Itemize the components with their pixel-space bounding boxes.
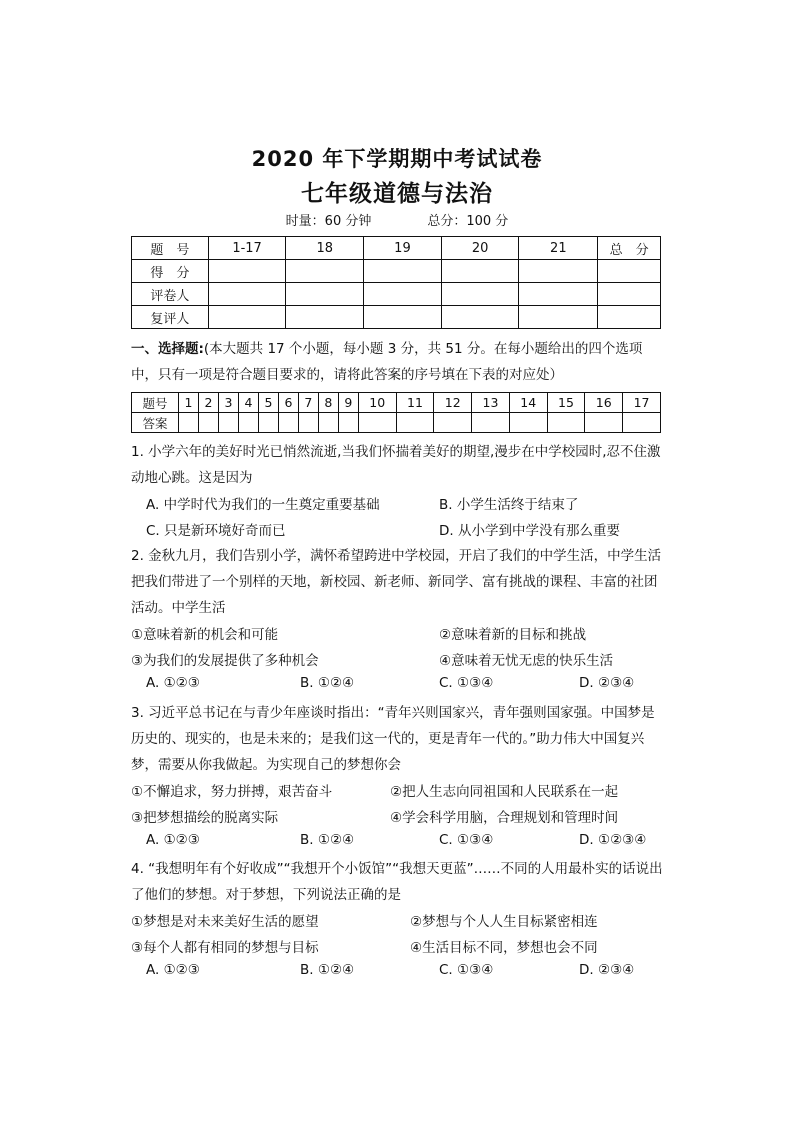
option-c[interactable]: C. ①③④ (439, 962, 494, 978)
option-b[interactable]: B. ①②④ (300, 675, 355, 691)
answer-number: 3 (218, 393, 238, 413)
answer-number: 14 (509, 393, 547, 413)
option-b[interactable]: B. 小学生活终于结束了 (439, 497, 579, 513)
question-stem: 4. “我想明年有个好收成”“我想开个小饭馆”“我想天更蓝”……不同的人用最朴实的话说出了他们的梦想。对于梦想，下列说法正确的是 (131, 861, 663, 903)
score-row (132, 283, 661, 306)
option-a[interactable]: A. ①②③ (146, 962, 200, 978)
score-cell[interactable] (441, 260, 519, 283)
answer-number: 4 (238, 393, 258, 413)
score-header-cell: 题 号 (132, 237, 209, 260)
score-cell[interactable] (286, 283, 364, 306)
score-header-cell: 20 (441, 237, 519, 260)
answer-cell[interactable] (338, 413, 358, 433)
answer-cell[interactable] (278, 413, 298, 433)
score-cell[interactable] (519, 260, 598, 283)
score-header-cell: 总 分 (598, 237, 661, 260)
answer-cell[interactable] (434, 413, 472, 433)
answer-number: 5 (258, 393, 278, 413)
answer-number: 7 (298, 393, 318, 413)
score-cell[interactable] (598, 283, 661, 306)
time-limit: 时量：60 分钟 (285, 214, 372, 229)
answer-number: 2 (198, 393, 218, 413)
statement-item: ③把梦想描绘的脱离实际 (131, 810, 279, 826)
answer-number: 11 (396, 393, 434, 413)
option-c[interactable]: C. ①③④ (439, 832, 494, 848)
option-d[interactable]: D. ②③④ (579, 962, 635, 978)
option-b[interactable]: B. ①②④ (300, 962, 355, 978)
statement-item: ①不懈追求，努力拼搏，艰苦奋斗 (131, 784, 333, 800)
statement-item: ④生活目标不同，梦想也会不同 (410, 940, 598, 956)
score-cell[interactable] (598, 260, 661, 283)
answer-number: 6 (278, 393, 298, 413)
answer-cell[interactable] (258, 413, 278, 433)
score-cell[interactable] (208, 260, 286, 283)
answer-number: 12 (434, 393, 472, 413)
option-c[interactable]: C. 只是新环境好奇而已 (146, 523, 286, 539)
answer-number: 16 (585, 393, 623, 413)
score-row (132, 306, 661, 329)
statement-item: ③为我们的发展提供了多种机会 (131, 653, 319, 669)
answer-table (131, 392, 661, 433)
statement-item: ②把人生志向同祖国和人民联系在一起 (390, 784, 619, 800)
statement-item: ④学会科学用脑，合理规划和管理时间 (390, 810, 619, 826)
answer-row-label: 答案 (132, 413, 179, 433)
answer-number: 8 (318, 393, 338, 413)
option-a[interactable]: A. 中学时代为我们的一生奠定重要基础 (146, 497, 380, 513)
answer-cell[interactable] (585, 413, 623, 433)
section-instruction-text: (本大题共 17 个小题，每小题 3 分，共 51 分。在每小题给出的四个选项中，只有一项是符合题目要求的，请将此答案的序号填在下表的对应处） (131, 341, 643, 383)
answer-cell[interactable] (509, 413, 547, 433)
score-header-cell: 1-17 (208, 237, 286, 260)
score-table (131, 236, 661, 329)
score-row (132, 260, 661, 283)
answer-number: 13 (472, 393, 510, 413)
answer-number: 17 (623, 393, 661, 413)
score-header-cell: 21 (519, 237, 598, 260)
statement-item: ①意味着新的机会和可能 (131, 627, 279, 643)
answer-cell[interactable] (623, 413, 661, 433)
score-cell[interactable] (208, 306, 286, 329)
answer-cell[interactable] (396, 413, 434, 433)
section-heading: 一、选择题: (131, 341, 204, 357)
subject-title: 七年级道德与法治 (301, 181, 493, 207)
answer-row-label: 题号 (132, 393, 179, 413)
answer-number: 1 (179, 393, 199, 413)
answer-number: 10 (358, 393, 396, 413)
option-b[interactable]: B. ①②④ (300, 832, 355, 848)
option-d[interactable]: D. ②③④ (579, 675, 635, 691)
option-c[interactable]: C. ①③④ (439, 675, 494, 691)
score-cell[interactable] (364, 306, 442, 329)
answer-number-row (132, 393, 661, 413)
answer-cell[interactable] (358, 413, 396, 433)
option-a[interactable]: A. ①②③ (146, 675, 200, 691)
answer-cell[interactable] (318, 413, 338, 433)
score-cell[interactable] (519, 306, 598, 329)
score-cell[interactable] (208, 283, 286, 306)
answer-cell[interactable] (547, 413, 585, 433)
option-d[interactable]: D. 从小学到中学没有那么重要 (439, 523, 620, 539)
answer-cell[interactable] (198, 413, 218, 433)
total-score: 总分：100 分 (427, 214, 509, 229)
exam-meta (0, 210, 794, 229)
score-row-label: 复评人 (132, 306, 209, 329)
option-a[interactable]: A. ①②③ (146, 832, 200, 848)
option-d[interactable]: D. ①②③④ (579, 832, 647, 848)
answer-blank-row (132, 413, 661, 433)
statement-item: ④意味着无忧无虑的快乐生活 (439, 653, 614, 669)
statement-item: ③每个人都有相同的梦想与目标 (131, 940, 319, 956)
question-stem: 3. 习近平总书记在与青少年座谈时指出：“青年兴则国家兴，青年强则国家强。中国梦是历史的、现实的，也是未来的；是我们这一代的，更是青年一代的。”助力伟大中国复兴梦，需要从你我做起。为实现自己的梦想你会 (131, 705, 655, 773)
score-row-label: 评卷人 (132, 283, 209, 306)
question-stem: 1. 小学六年的美好时光已悄然流逝,当我们怀揣着美好的期望,漫步在中学校园时,忍不住激动地心跳。这是因为 (131, 444, 661, 486)
statement-item: ①梦想是对未来美好生活的愿望 (131, 914, 319, 930)
score-cell[interactable] (519, 283, 598, 306)
answer-number: 9 (338, 393, 358, 413)
score-cell[interactable] (286, 260, 364, 283)
statement-item: ②意味着新的目标和挑战 (439, 627, 587, 643)
answer-cell[interactable] (298, 413, 318, 433)
score-header-cell: 18 (286, 237, 364, 260)
exam-title: 2020 年下学期期中考试试卷 (251, 147, 543, 171)
score-row-label: 得 分 (132, 260, 209, 283)
score-cell[interactable] (441, 283, 519, 306)
question-stem: 2. 金秋九月，我们告别小学，满怀希望跨进中学校园，开启了我们的中学生活，中学生活把我们带进了一个别样的天地，新校园、新老师、新同学、富有挑战的课程、丰富的社团活动。中学生活 (131, 548, 662, 616)
score-cell[interactable] (286, 306, 364, 329)
score-cell[interactable] (364, 260, 442, 283)
answer-cell[interactable] (238, 413, 258, 433)
score-cell[interactable] (441, 306, 519, 329)
score-header-cell: 19 (364, 237, 442, 260)
section-instruction (131, 336, 663, 388)
answer-cell[interactable] (472, 413, 510, 433)
answer-cell[interactable] (218, 413, 238, 433)
score-header-row (132, 237, 661, 260)
score-cell[interactable] (598, 306, 661, 329)
statement-item: ②梦想与个人人生目标紧密相连 (410, 914, 598, 930)
answer-number: 15 (547, 393, 585, 413)
score-cell[interactable] (364, 283, 442, 306)
answer-cell[interactable] (179, 413, 199, 433)
